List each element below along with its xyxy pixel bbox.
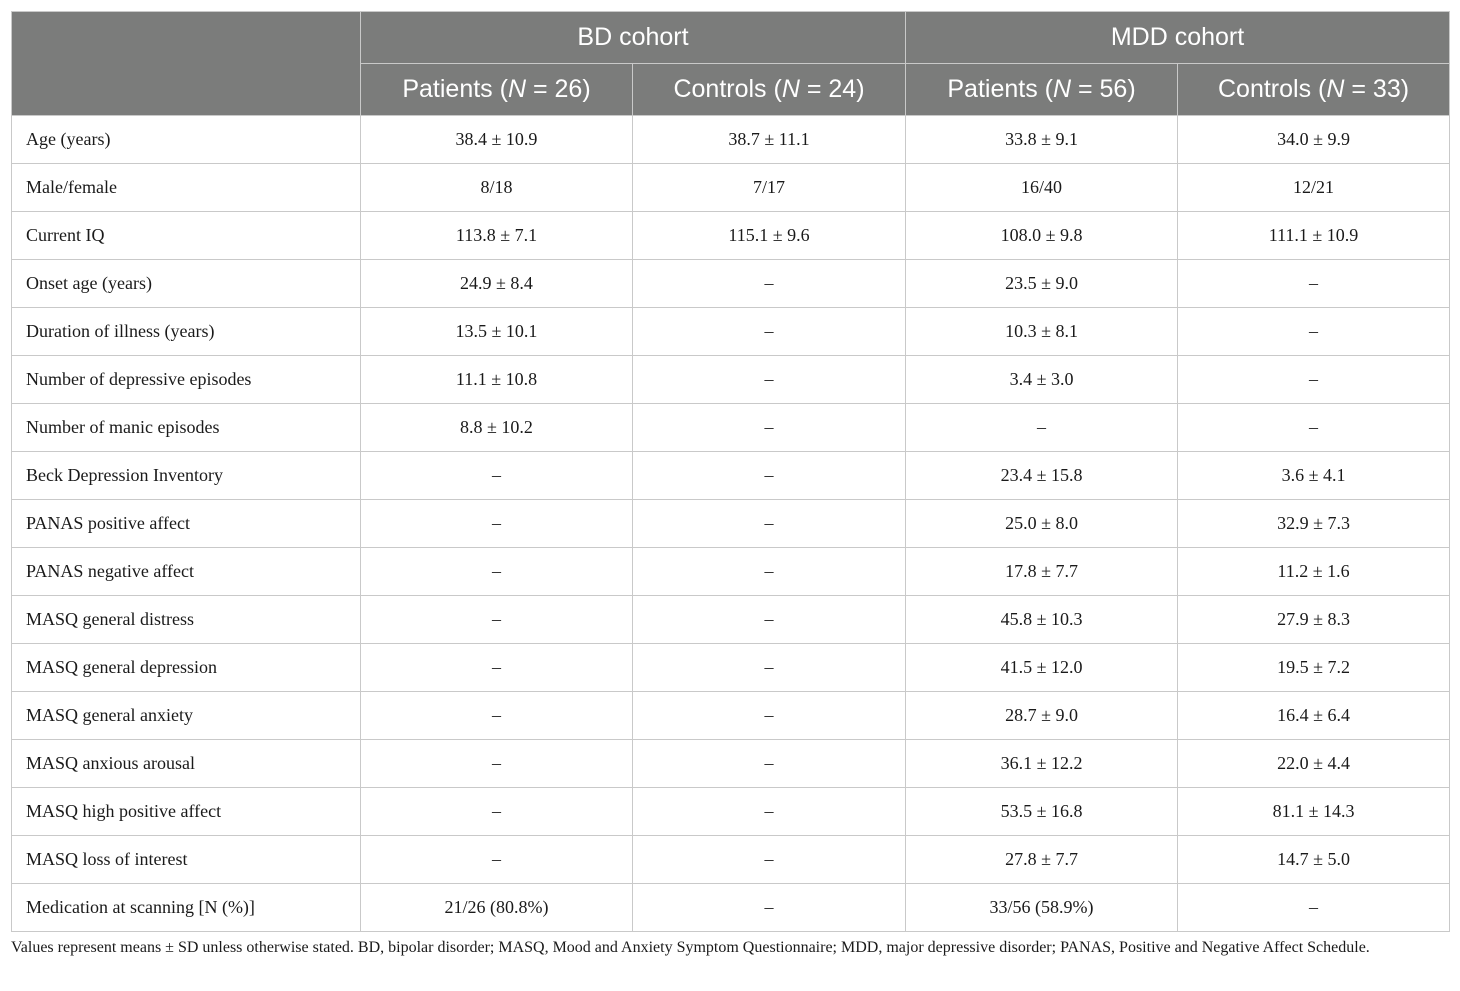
table-row bbox=[12, 692, 1450, 740]
table-container bbox=[11, 11, 1449, 932]
table-cell: 23.4 ± 15.8 bbox=[906, 452, 1178, 500]
table-cell: 3.4 ± 3.0 bbox=[906, 356, 1178, 404]
table-cell: – bbox=[633, 452, 906, 500]
row-label: Current IQ bbox=[12, 212, 361, 260]
table-cell: 19.5 ± 7.2 bbox=[1178, 644, 1450, 692]
header-group-row bbox=[12, 12, 1450, 64]
row-label: Number of depressive episodes bbox=[12, 356, 361, 404]
row-label: PANAS positive affect bbox=[12, 500, 361, 548]
row-label: Duration of illness (years) bbox=[12, 308, 361, 356]
row-label: Male/female bbox=[12, 164, 361, 212]
row-label: MASQ general distress bbox=[12, 596, 361, 644]
table-cell: – bbox=[1178, 260, 1450, 308]
table-cell: 24.9 ± 8.4 bbox=[361, 260, 633, 308]
table-cell: 33.8 ± 9.1 bbox=[906, 116, 1178, 164]
header-bd-controls: Controls (N = 24) bbox=[633, 64, 906, 116]
table-cell: – bbox=[633, 692, 906, 740]
table-cell: – bbox=[1178, 308, 1450, 356]
row-label: Number of manic episodes bbox=[12, 404, 361, 452]
table-cell: – bbox=[633, 260, 906, 308]
table-row bbox=[12, 596, 1450, 644]
row-label: PANAS negative affect bbox=[12, 548, 361, 596]
row-label: Medication at scanning [N (%)] bbox=[12, 884, 361, 932]
row-label: MASQ high positive affect bbox=[12, 788, 361, 836]
table-cell: 11.1 ± 10.8 bbox=[361, 356, 633, 404]
table-row bbox=[12, 164, 1450, 212]
row-label: MASQ anxious arousal bbox=[12, 740, 361, 788]
table-row bbox=[12, 836, 1450, 884]
table-row bbox=[12, 308, 1450, 356]
table-cell: 17.8 ± 7.7 bbox=[906, 548, 1178, 596]
table-cell: 111.1 ± 10.9 bbox=[1178, 212, 1450, 260]
row-label: MASQ loss of interest bbox=[12, 836, 361, 884]
table-cell: 21/26 (80.8%) bbox=[361, 884, 633, 932]
table-row bbox=[12, 644, 1450, 692]
table-cell: – bbox=[1178, 404, 1450, 452]
table-cell: 11.2 ± 1.6 bbox=[1178, 548, 1450, 596]
header-mdd-patients: Patients (N = 56) bbox=[906, 64, 1178, 116]
table-cell: 108.0 ± 9.8 bbox=[906, 212, 1178, 260]
table-cell: 14.7 ± 5.0 bbox=[1178, 836, 1450, 884]
row-label: Onset age (years) bbox=[12, 260, 361, 308]
table-cell: 12/21 bbox=[1178, 164, 1450, 212]
table-cell: 38.7 ± 11.1 bbox=[633, 116, 906, 164]
table-row bbox=[12, 116, 1450, 164]
table-cell: 8/18 bbox=[361, 164, 633, 212]
table-cell: 41.5 ± 12.0 bbox=[906, 644, 1178, 692]
table-cell: – bbox=[361, 548, 633, 596]
table-cell: – bbox=[633, 836, 906, 884]
demographics-table bbox=[11, 11, 1450, 932]
row-label: MASQ general anxiety bbox=[12, 692, 361, 740]
table-row bbox=[12, 212, 1450, 260]
table-cell: 36.1 ± 12.2 bbox=[906, 740, 1178, 788]
table-cell: 16.4 ± 6.4 bbox=[1178, 692, 1450, 740]
table-cell: 22.0 ± 4.4 bbox=[1178, 740, 1450, 788]
table-cell: 28.7 ± 9.0 bbox=[906, 692, 1178, 740]
table-body bbox=[12, 116, 1450, 932]
table-cell: 113.8 ± 7.1 bbox=[361, 212, 633, 260]
table-cell: – bbox=[633, 500, 906, 548]
table-cell: 33/56 (58.9%) bbox=[906, 884, 1178, 932]
table-cell: 115.1 ± 9.6 bbox=[633, 212, 906, 260]
table-cell: – bbox=[361, 836, 633, 884]
table-cell: 7/17 bbox=[633, 164, 906, 212]
table-cell: – bbox=[633, 548, 906, 596]
table-cell: – bbox=[633, 644, 906, 692]
table-cell: 23.5 ± 9.0 bbox=[906, 260, 1178, 308]
table-cell: 27.8 ± 7.7 bbox=[906, 836, 1178, 884]
table-cell: – bbox=[361, 740, 633, 788]
table-row bbox=[12, 500, 1450, 548]
table-row bbox=[12, 404, 1450, 452]
table-cell: – bbox=[361, 788, 633, 836]
table-cell: – bbox=[361, 500, 633, 548]
table-cell: – bbox=[633, 740, 906, 788]
table-row bbox=[12, 356, 1450, 404]
table-row bbox=[12, 548, 1450, 596]
table-cell: – bbox=[1178, 884, 1450, 932]
table-cell: 53.5 ± 16.8 bbox=[906, 788, 1178, 836]
table-row bbox=[12, 884, 1450, 932]
table-cell: – bbox=[633, 788, 906, 836]
table-cell: – bbox=[633, 308, 906, 356]
table-cell: 8.8 ± 10.2 bbox=[361, 404, 633, 452]
table-header bbox=[12, 12, 1450, 116]
table-cell: 45.8 ± 10.3 bbox=[906, 596, 1178, 644]
header-mdd-controls: Controls (N = 33) bbox=[1178, 64, 1450, 116]
row-label: Beck Depression Inventory bbox=[12, 452, 361, 500]
table-cell: – bbox=[633, 404, 906, 452]
table-cell: – bbox=[361, 596, 633, 644]
table-cell: – bbox=[361, 644, 633, 692]
table-cell: – bbox=[633, 596, 906, 644]
table-row bbox=[12, 788, 1450, 836]
table-cell: 25.0 ± 8.0 bbox=[906, 500, 1178, 548]
table-cell: 3.6 ± 4.1 bbox=[1178, 452, 1450, 500]
table-cell: – bbox=[361, 452, 633, 500]
table-cell: – bbox=[361, 692, 633, 740]
header-empty-corner bbox=[12, 12, 361, 116]
table-cell: 81.1 ± 14.3 bbox=[1178, 788, 1450, 836]
table-cell: 27.9 ± 8.3 bbox=[1178, 596, 1450, 644]
header-bd-patients: Patients (N = 26) bbox=[361, 64, 633, 116]
table-footnote: Values represent means ± SD unless otherwise stated. BD, bipolar disorder; MASQ, Mood and Anxiety Symptom Questionnaire; MDD, major depressive disorder; PANAS, Positive and Negative Affect Schedule. bbox=[11, 939, 1370, 956]
table-cell: 10.3 ± 8.1 bbox=[906, 308, 1178, 356]
table-row bbox=[12, 452, 1450, 500]
table-cell: – bbox=[633, 356, 906, 404]
table-cell: – bbox=[633, 884, 906, 932]
table-cell: 32.9 ± 7.3 bbox=[1178, 500, 1450, 548]
row-label: Age (years) bbox=[12, 116, 361, 164]
table-cell: 16/40 bbox=[906, 164, 1178, 212]
table-cell: 34.0 ± 9.9 bbox=[1178, 116, 1450, 164]
header-mdd-cohort: MDD cohort bbox=[906, 12, 1450, 64]
row-label: MASQ general depression bbox=[12, 644, 361, 692]
table-cell: – bbox=[1178, 356, 1450, 404]
table-row bbox=[12, 740, 1450, 788]
table-row bbox=[12, 260, 1450, 308]
table-cell: – bbox=[906, 404, 1178, 452]
table-cell: 13.5 ± 10.1 bbox=[361, 308, 633, 356]
table-cell: 38.4 ± 10.9 bbox=[361, 116, 633, 164]
header-bd-cohort: BD cohort bbox=[361, 12, 906, 64]
